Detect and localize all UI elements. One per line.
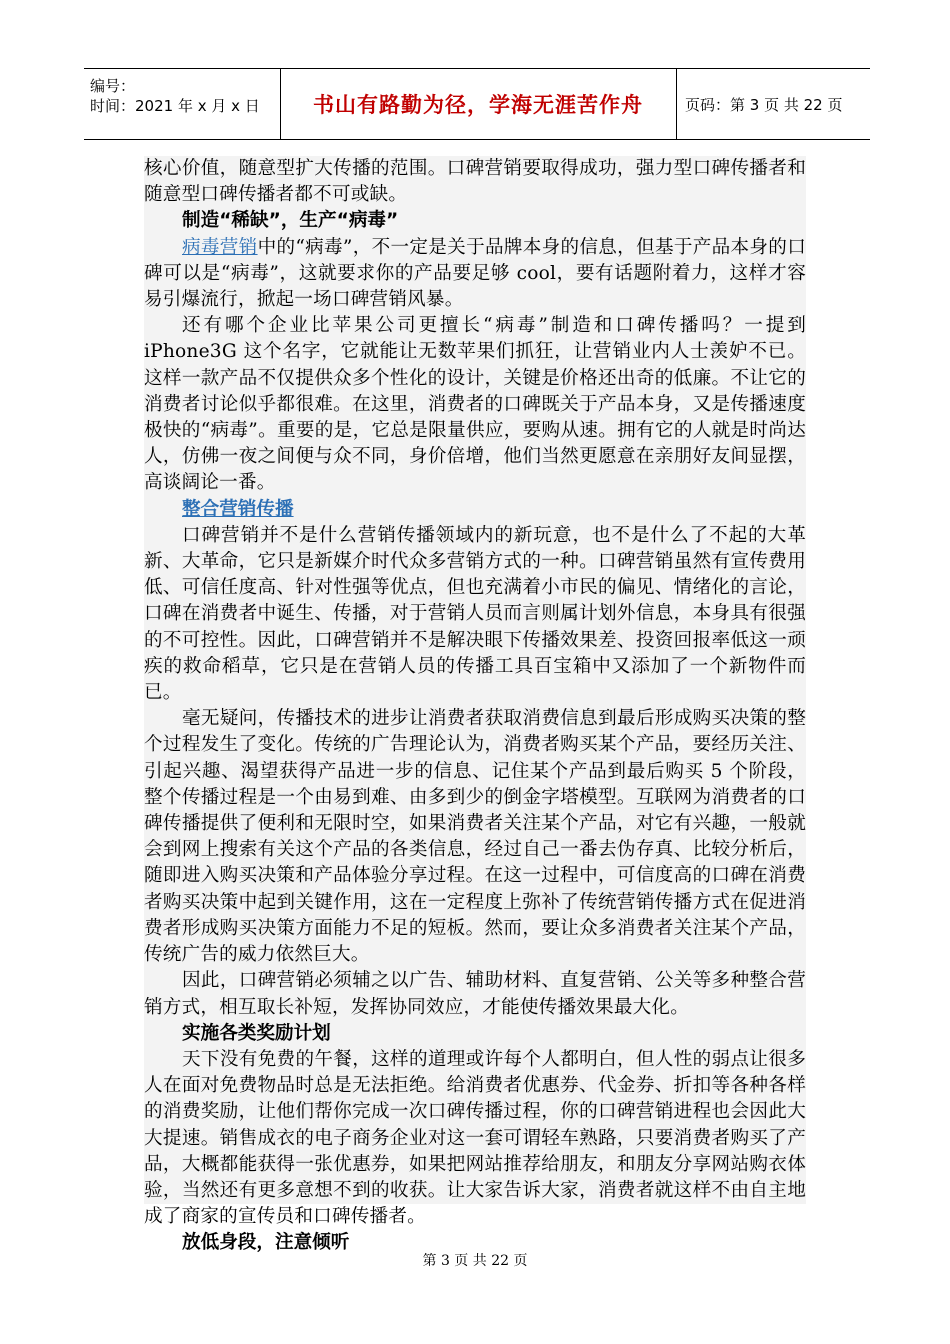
page-info: 页码：第 3 页 共 22 页: [685, 95, 843, 114]
paragraph: 还有哪个企业比苹果公司更擅长“病毒”制造和口碑传播吗？一提到 iPhone3G 这个名字，它就能让无数苹果们抓狂，让营销业内人士羡妒不已。这样一款产品不仅提供众多个性化的设计，关键是价格还出奇的低廉。不让它的消费者讨论似乎都很难。在这里，消费者的口碑既关于产品本身，又是传播速度极快的“病毒”。重要的是，它总是限量供应，要购从速。拥有它的人就是时尚达人，仿佛一夜之间便与众不同，身价倍增，他们当然更愿意在亲朋好友间显摆，高谈阔论一番。: [144, 315, 806, 494]
paragraph: [144, 235, 806, 314]
section-heading-link[interactable]: 整合营销传播: [182, 498, 294, 520]
paragraph: 口碑营销并不是什么营销传播领域内的新玩意，也不是什么了不起的大革新、大革命，它只是新媒介时代众多营销方式的一种。口碑营销虽然有宣传费用低、可信任度高、针对性强等优点，但也充满着小市民的偏见、情绪化的言论，口碑在消费者中诞生、传播，对于营销人员而言则属计划外信息，本身具有很强的不可控性。因此，口碑营销并不是解决眼下传播效果差、投资回报率低这一顽疾的救命稻草，它只是在营销人员的传播工具百宝箱中又添加了一个新物件而已。: [144, 524, 806, 704]
paragraph: 核心价值，随意型扩大传播的范围。口碑营销要取得成功，强力型口碑传播者和随意型口碑传播者都不可或缺。: [144, 158, 806, 206]
viral-marketing-link[interactable]: 病毒营销: [182, 236, 258, 258]
header-motto-cell: [280, 69, 677, 139]
header-page-cell: [677, 69, 870, 139]
doc-number-label: 编号：: [90, 77, 136, 95]
paragraph: 因此，口碑营销必须辅之以广告、辅助材料、直复营销、公关等多种整合营销方式，相互取长补短，发挥协同效应，才能使传播效果最大化。: [144, 970, 806, 1018]
paragraph: 毫无疑问，传播技术的进步让消费者获取消费信息到最后形成购买决策的整个过程发生了变化。传统的广告理论认为，消费者购买某个产品，要经历关注、引起兴趣、渴望获得产品进一步的信息、记住某个产品到最后购买 5 个阶段，整个传播过程是一个由易到难、由多到少的倒金字塔模型。互联网为消费者的口碑传播提供了便利和无限时空，如果消费者关注某个产品，对它有兴趣，一般就会到网上搜索有关这个产品的各类信息，经过自己一番去伪存真、比较分析后，随即进入购买决策和产品体验分享过程。在这一过程中，可信度高的口碑在消费者购买决策中起到关键作用，这在一定程度上弥补了传统营销传播方式在促进消费者形成购买决策方面能力不足的短板。然而，要让众多消费者关注某个产品，传统广告的威力依然巨大。: [144, 708, 806, 966]
page-footer: 第 3 页 共 22 页: [422, 1253, 528, 1269]
paragraph-text: 中的“病毒”，不一定是关于品牌本身的信息，但基于产品本身的口碑可以是“病毒”，这就要求你的产品要足够 cool，要有话题附着力，这样才容易引爆流行，掀起一场口碑营销风暴。: [144, 236, 806, 311]
document-body: [144, 156, 806, 1254]
paragraph: 天下没有免费的午餐，这样的道理或许每个人都明白，但人性的弱点让很多人在面对免费物品时总是无法拒绝。给消费者优惠券、代金券、折扣等各种各样的消费奖励，让他们帮你完成一次口碑传播过程，你的口碑营销进程也会因此大大提速。销售成衣的电子商务企业对这一套可谓轻车熟路，只要消费者购买了产品，大概都能获得一张优惠券，如果把网站推荐给朋友，和朋友分享网站购衣体验，当然还有更多意想不到的收获。让大家告诉大家，消费者就这样不由自主地成了商家的宣传员和口碑传播者。: [144, 1048, 806, 1228]
section-heading: 实施各类奖励计划: [182, 1022, 331, 1044]
header-left-cell: [84, 69, 281, 139]
section-heading: 放低身段，注意倾听: [182, 1232, 350, 1254]
time-label: 时间：2021 年 x 月 x 日: [90, 97, 260, 115]
motto: 书山有路勤为径，学海无涯苦作舟: [313, 93, 643, 117]
section-heading: 制造“稀缺”，生产“病毒”: [182, 210, 399, 232]
header-table: [84, 68, 870, 140]
